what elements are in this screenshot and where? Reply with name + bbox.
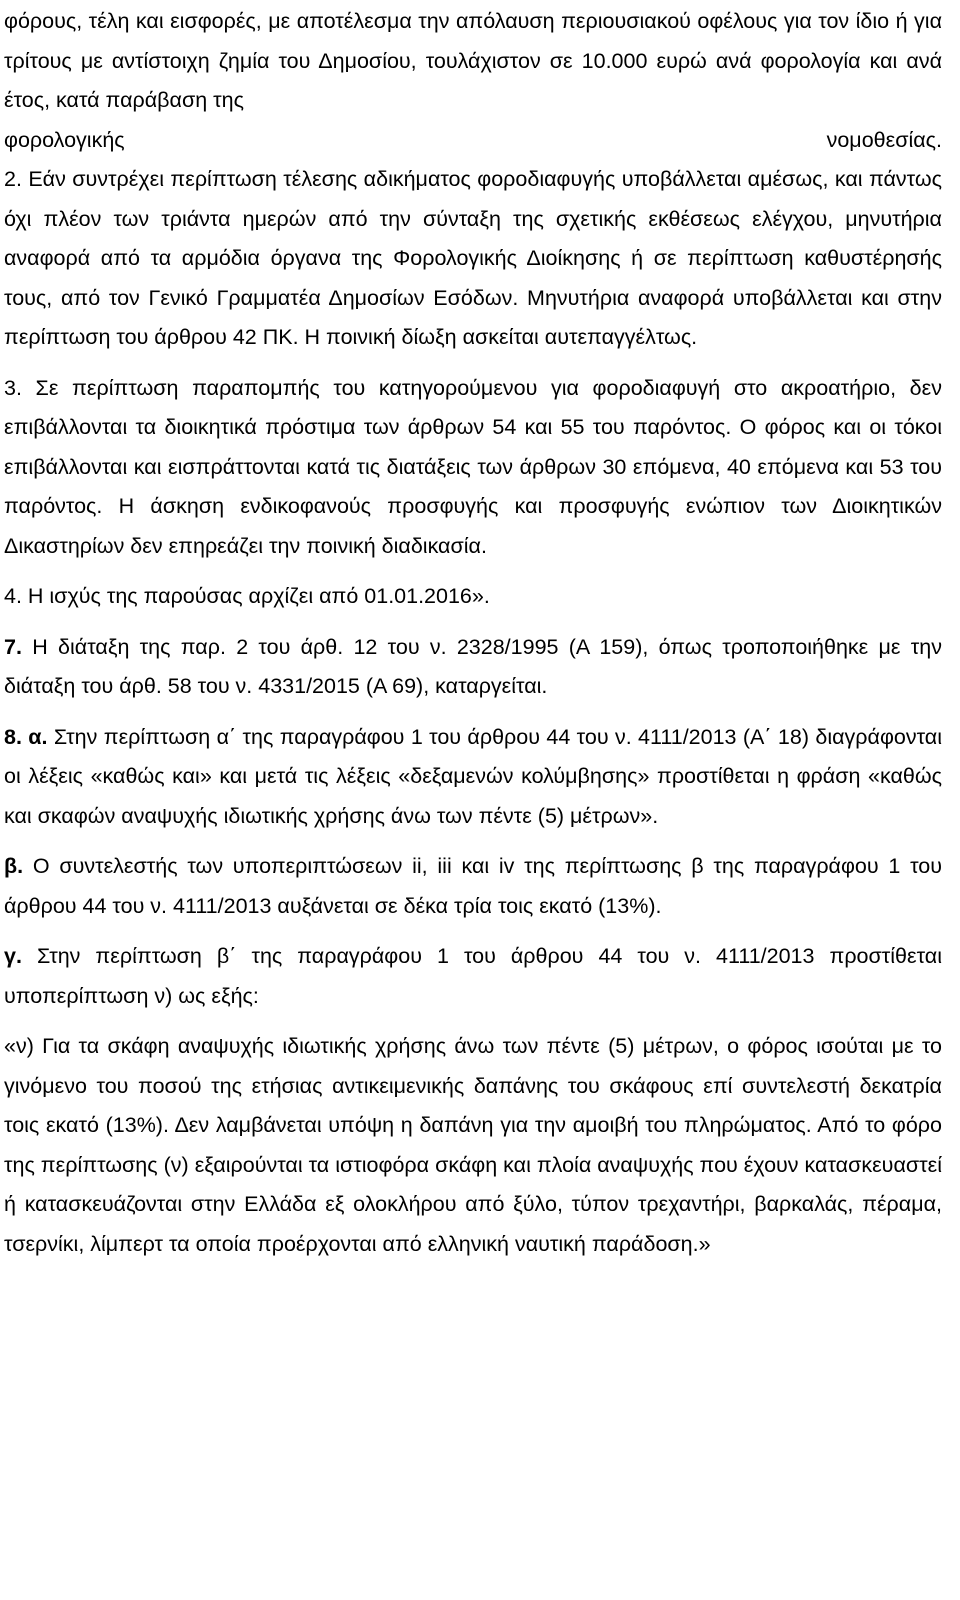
paragraph-8c — [4, 937, 942, 1016]
paragraph-8a-number: 8. α. — [4, 724, 48, 749]
paragraph-8b-number: β. — [4, 854, 24, 878]
paragraph-8c-number: γ. — [4, 944, 22, 968]
paragraph-8a — [4, 718, 942, 837]
paragraph-intro-last-line — [4, 121, 942, 161]
paragraph-intro — [4, 2, 942, 121]
paragraph-intro-last-right: νομοθεσίας. — [826, 127, 942, 152]
paragraph-4: 4. Η ισχύς της παρούσας αρχίζει από 01.01.2016». — [4, 584, 490, 608]
paragraph-7 — [4, 628, 942, 707]
paragraph-intro-text: φόρους, τέλη και εισφορές, με αποτέλεσμα την απόλαυση περιουσιακού οφέλους για τον ίδιο ή για τρίτους με αντίστοιχη ζημία του Δημοσίου, τουλάχιστον σε 10.000 ευρώ ανά φορολογία και ανά έτος, κατά παράβαση της — [4, 9, 942, 112]
paragraph-2: 2. Εάν συντρέχει περίπτωση τέλεσης αδικήματος φοροδιαφυγής υποβάλλεται αμέσως, και πάντως όχι πλέον των τριάντα ημερών από την σύνταξη της σχετικής εκθέσεως ελέγχου, μηνυτήρια αναφορά από τα αρμόδια όργανα της Φορολογικής Διοίκησης ή σε περίπτωση καθυστέρησής τους, από τον Γενικό Γραμματέα Δημοσίων Εσόδων. Μηνυτήρια αναφορά υποβάλλεται και στην περίπτωση του άρθρου 42 ΠΚ. Η ποινική δίωξη ασκείται αυτεπαγγέλτως. — [4, 167, 942, 349]
paragraph-8b — [4, 847, 942, 926]
paragraph-quote: «ν) Για τα σκάφη αναψυχής ιδιωτικής χρήσης άνω των πέντε (5) μέτρων, ο φόρος ισούται με το γινόμενο του ποσού της ετήσιας αντικειμενικής δαπάνης του σκάφους επί συντελεστή δεκατρία τοις εκατό (13%). Δεν λαμβάνεται υπόψη η δαπάνη για την αμοιβή του πληρώματος. Από το φόρο της περίπτωσης (ν) εξαιρούνται τα ιστιοφόρα σκάφη και πλοία αναψυχής που έχουν κατασκευαστεί ή κατασκευάζονται στην Ελλάδα εξ ολοκλήρου από ξύλο, τύπον τρεχαντήρι, βαρκαλάς, πέραμα, τσερνίκι, λίμπερτ τα οποία προέρχονται από ελληνική ναυτική παράδοση.» — [4, 1034, 942, 1256]
paragraph-8b-text: Ο συντελεστής των υποπεριπτώσεων ii, iii και iv της περίπτωσης β της παραγράφου 1 του άρθρου 44 του ν. 4111/2013 αυξάνεται σε δέκα τρία τοις εκατό (13%). — [4, 854, 942, 918]
paragraph-8a-text: Στην περίπτωση α΄ της παραγράφου 1 του άρθρου 44 του ν. 4111/2013 (Α΄ 18) διαγράφονται οι λέξεις «καθώς και» και μετά τις λέξεις «δεξαμενών κολύμβησης» προστίθεται η φράση «καθώς και σκαφών αναψυχής ιδιωτικής χρήσης άνω των πέντε (5) μέτρων». — [4, 724, 942, 828]
paragraph-7-text: Η διάταξη της παρ. 2 του άρθ. 12 του ν. 2328/1995 (Α 159), όπως τροποποιήθηκε με την διάταξη του άρθ. 58 του ν. 4331/2015 (Α 69), καταργείται. — [4, 634, 942, 698]
paragraph-intro-last-left: φορολογικής — [4, 127, 125, 152]
paragraph-7-number: 7. — [4, 634, 22, 659]
paragraph-3: 3. Σε περίπτωση παραπομπής του κατηγορούμενου για φοροδιαφυγή στο ακροατήριο, δεν επιβάλλονται τα διοικητικά πρόστιμα των άρθρων 54 και 55 του παρόντος. Ο φόρος και οι τόκοι επιβάλλονται και εισπράττονται κατά τις διατάξεις των άρθρων 30 επόμενα, 40 επόμενα και 53 του παρόντος. Η άσκηση ενδικοφανούς προσφυγής και προσφυγής ενώπιον των Διοικητικών Δικαστηρίων δεν επηρεάζει την ποινική διαδικασία. — [4, 375, 942, 558]
paragraph-8c-text: Στην περίπτωση β΄ της παραγράφου 1 του άρθρου 44 του ν. 4111/2013 προστίθεται υποπερίπτωση ν) ως εξής: — [4, 944, 942, 1008]
